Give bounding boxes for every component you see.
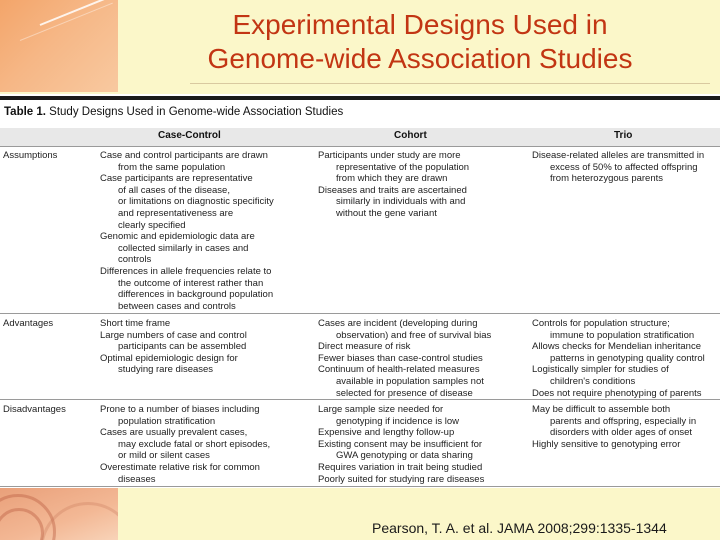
slide-title	[128, 8, 712, 76]
row-divider	[0, 146, 720, 147]
cell-text-line: of all cases of the disease,	[118, 184, 230, 196]
cell-text-line: May be difficult to assemble both	[532, 404, 671, 415]
column-header-cohort: Cohort	[394, 130, 427, 141]
cell-disadvantages-trio	[532, 404, 718, 450]
cell-text-line: diseases	[118, 473, 156, 485]
cell-text-line: available in population samples not	[336, 375, 484, 387]
cell-text-line: collected similarly in cases and	[118, 242, 249, 254]
slide-title-line-1: Experimental Designs Used in	[232, 9, 608, 40]
cell-text-line: or limitations on diagnostic specificity	[118, 196, 274, 208]
cell-text-line: studying rare diseases	[118, 364, 214, 376]
cell-text-line: Requires variation in trait being studied	[318, 461, 483, 473]
column-header-case-control: Case-Control	[158, 130, 221, 141]
cell-text-line: GWA genotyping or data sharing	[336, 450, 473, 462]
cell-text-line: the outcome of interest rather than	[118, 277, 264, 289]
cell-text-line: children's conditions	[550, 375, 636, 387]
table-caption-number: Table 1.	[4, 106, 46, 118]
citation: Pearson, T. A. et al. JAMA 2008;299:1335-1344	[372, 520, 667, 536]
cell-text-line: Continuum of health-related measures	[318, 364, 480, 376]
cell-text-line: Direct measure of risk	[318, 341, 411, 353]
cell-text-line: observation) and free of survival bias	[336, 329, 492, 341]
cell-text-line: disorders with older ages of onset	[550, 427, 693, 439]
cell-text-line: Participants under study are more	[318, 150, 461, 161]
row-divider	[0, 399, 720, 400]
cell-text-line: genotyping if incidence is low	[336, 415, 460, 427]
cell-text-line: Case participants are representative	[100, 173, 253, 185]
cell-text-line: from the same population	[118, 161, 226, 173]
cell-text-line: Expensive and lengthy follow-up	[318, 427, 455, 439]
slide-title-line-2: Genome-wide Association Studies	[207, 43, 633, 74]
cell-text-line: Large numbers of case and control	[100, 329, 247, 341]
cell-text-line: selected for presence of disease	[336, 387, 473, 399]
cell-text-line: between cases and controls	[118, 300, 236, 312]
row-divider	[0, 313, 720, 314]
cell-disadvantages-cohort	[318, 404, 528, 485]
cell-text-line: Controls for population structure;	[532, 318, 670, 329]
cell-text-line: Prone to a number of biases including	[100, 404, 260, 415]
cell-assumptions-cohort	[318, 150, 528, 220]
cell-text-line: from which they are drawn	[336, 173, 448, 185]
table-top-rule	[0, 96, 720, 100]
cell-text-line: Highly sensitive to genotyping error	[532, 438, 681, 450]
cell-text-line: Cases are incident (developing during	[318, 318, 478, 329]
cell-assumptions-trio	[532, 150, 718, 185]
cell-text-line: or mild or silent cases	[118, 450, 210, 462]
cell-assumptions-case-control	[100, 150, 310, 312]
cell-text-line: Genomic and epidemiologic data are	[100, 231, 255, 243]
decorative-stroke	[20, 3, 113, 41]
cell-text-line: Case and control participants are drawn	[100, 150, 268, 161]
cell-text-line: excess of 50% to affected offspring	[550, 161, 698, 173]
table-header-row	[0, 128, 720, 146]
title-divider	[190, 83, 710, 84]
cell-text-line: patterns in genotyping quality control	[550, 352, 705, 364]
cell-text-line: and representativeness are	[118, 207, 234, 219]
cell-text-line: Existing consent may be insufficient for	[318, 438, 483, 450]
cell-text-line: Overestimate relative risk for common	[100, 461, 260, 473]
decorative-corner-top	[0, 0, 118, 92]
cell-text-line: Diseases and traits are ascertained	[318, 184, 467, 196]
table-caption-text: Study Designs Used in Genome-wide Association Studies	[49, 106, 344, 118]
cell-text-line: Does not require phenotyping of parents	[532, 387, 702, 399]
cell-text-line: Short time frame	[100, 318, 171, 329]
cell-text-line: from heterozygous parents	[550, 173, 664, 185]
cell-text-line: clearly specified	[118, 219, 186, 231]
cell-text-line: Large sample size needed for	[318, 404, 444, 415]
cell-text-line: parents and offspring, especially in	[550, 415, 697, 427]
cell-text-line: similarly in individuals with and	[336, 196, 466, 208]
cell-text-line: without the gene variant	[336, 207, 437, 219]
cell-text-line: Cases are usually prevalent cases,	[100, 427, 248, 439]
row-label-advantages: Advantages	[3, 318, 54, 329]
cell-text-line: participants can be assembled	[118, 341, 247, 353]
cell-advantages-cohort	[318, 318, 528, 399]
cell-text-line: Differences in allele frequencies relate to	[100, 265, 272, 277]
cell-text-line: Allows checks for Mendelian inheritance	[532, 341, 701, 353]
cell-advantages-case-control	[100, 318, 310, 376]
cell-text-line: Disease-related alleles are transmitted in	[532, 150, 705, 161]
cell-disadvantages-case-control	[100, 404, 310, 485]
cell-text-line: controls	[118, 254, 152, 266]
decorative-corner-bottom	[0, 488, 118, 540]
cell-text-line: may exclude fatal or short episodes,	[118, 438, 271, 450]
cell-text-line: representative of the population	[336, 161, 470, 173]
row-label-disadvantages: Disadvantages	[3, 404, 66, 415]
table-bottom-rule	[0, 486, 720, 487]
cell-text-line: Logistically simpler for studies of	[532, 364, 669, 376]
cell-text-line: immune to population stratification	[550, 329, 695, 341]
cell-text-line: Fewer biases than case-control studies	[318, 352, 483, 364]
column-header-trio: Trio	[614, 130, 633, 141]
cell-advantages-trio	[532, 318, 718, 399]
decorative-stroke	[40, 0, 113, 26]
cell-text-line: Optimal epidemiologic design for	[100, 352, 238, 364]
cell-text-line: Poorly suited for studying rare diseases	[318, 473, 485, 485]
row-label-assumptions: Assumptions	[3, 150, 58, 161]
cell-text-line: population stratification	[118, 415, 216, 427]
decorative-ring	[40, 502, 118, 540]
table-caption	[4, 106, 343, 118]
study-designs-table	[0, 94, 720, 488]
cell-text-line: differences in background population	[118, 289, 274, 301]
